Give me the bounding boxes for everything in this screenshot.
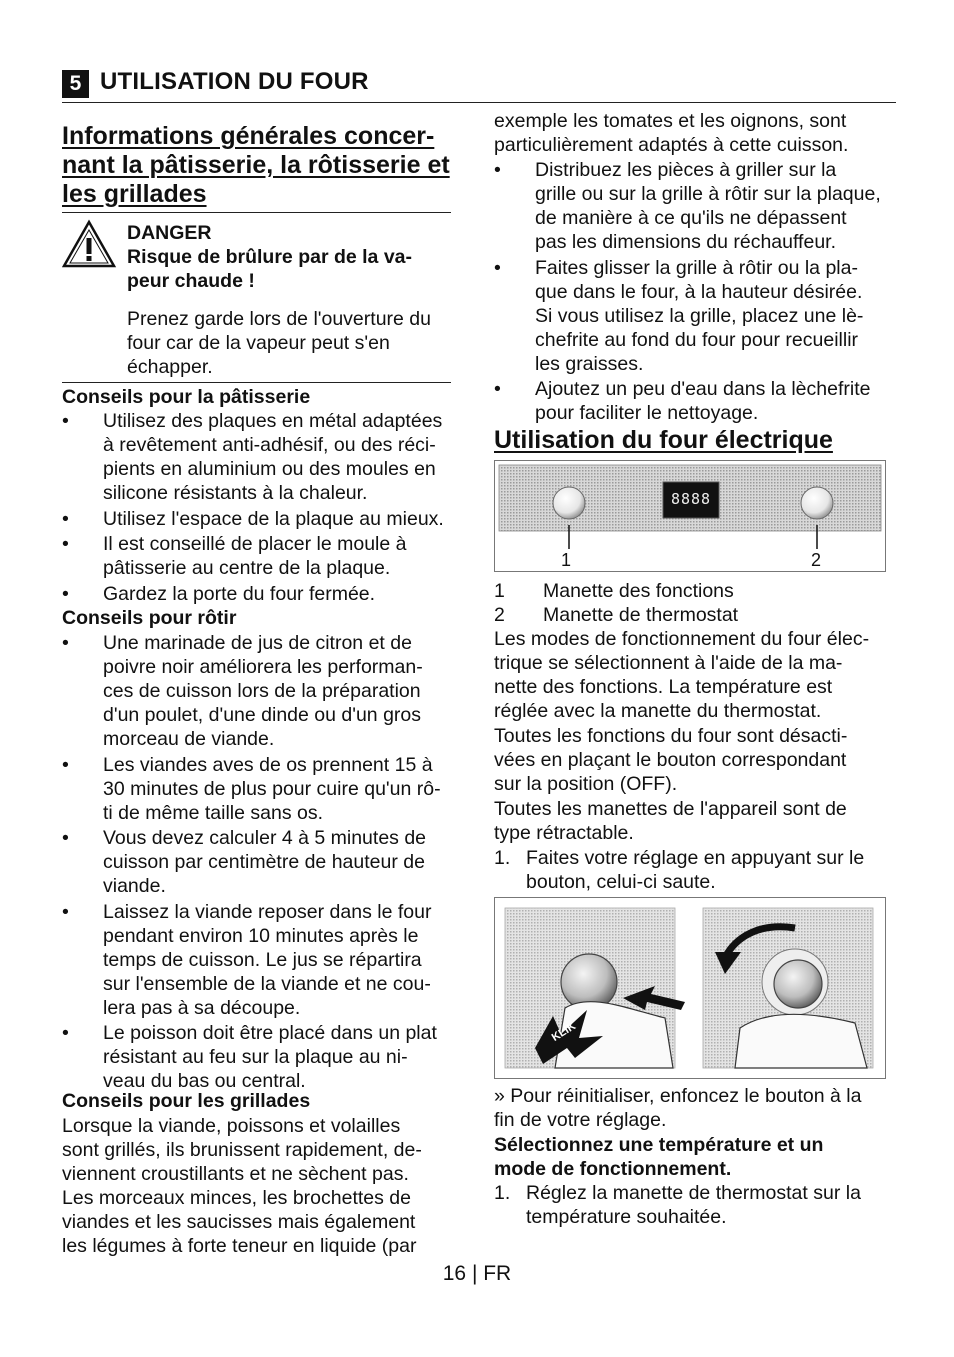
list-item: • Une marinade de jus de citron et de poivre noir améliorera les performan- ces de cuisson lors de la préparation d'un poulet, d'une dinde ou d'un gros morceau de viande. (62, 632, 423, 750)
danger-text: Prenez garde lors de l'ouverture du four car de la vapeur peut s'en échapper. (127, 308, 431, 378)
list-item: 1. Faites votre réglage en appuyant sur le bouton, celui-ci saute. (494, 847, 865, 893)
roast-heading: Conseils pour rôtir (62, 607, 237, 629)
list-item: • Utilisez l'espace de la plaque au mieux. (62, 507, 444, 530)
select-heading: Sélectionnez une température et un mode de fonctionnement. (494, 1134, 824, 1180)
callout-1: 1 (561, 550, 572, 570)
roast-list (62, 631, 472, 1095)
step-list (494, 846, 914, 894)
pastry-heading: Conseils pour la pâtisserie (62, 386, 311, 408)
control-panel-figure (494, 460, 886, 572)
pastry-list (62, 409, 472, 607)
legend-item: 1 Manette des fonctions (494, 580, 734, 602)
oven-display: 8888 (670, 490, 712, 508)
list-item: • Distribuez les pièces à griller sur la grille ou sur la grille à rôtir sur la plaque, de manière à ce qu'ils ne dépassent pas les dimensions du réchauffeur. (494, 159, 881, 253)
chapter-header (62, 66, 896, 103)
knob-press-figure (494, 897, 886, 1079)
grill-text: Lorsque la viande, poissons et volailles sont grillés, ils brunissent rapidement, de- viennent croustillants et ne sèchent pas. Les morceaux minces, les brochettes de viandes et les saucisses mais également les légumes à forte teneur en liquide (par (62, 1115, 422, 1257)
electric-oven-heading: Utilisation du four électrique (494, 426, 833, 454)
continuation-text: exemple les tomates et les oignons, sont particulièrement adaptés à cette cuisson. (494, 110, 849, 156)
list-item: 1. Réglez la manette de thermostat sur la température souhaitée. (494, 1182, 861, 1228)
klik-label: KLIK (549, 1020, 578, 1044)
warning-triangle-icon (62, 219, 118, 269)
chapter-number: 5 (62, 70, 89, 98)
callout-2: 2 (811, 550, 822, 570)
grill-list (494, 158, 914, 427)
danger-label: DANGER (127, 222, 212, 244)
list-item: • Il est conseillé de placer le moule à pâtisserie au centre de la plaque. (62, 533, 407, 579)
list-item: • Faites glisser la grille à rôtir ou la pla- que dans le four, à la hauteur désirée. Si vous utilisez la grille, placez une lè- chefrite au fond du four pour recueillir les graisses. (494, 256, 864, 375)
reset-note: » Pour réinitialiser, enfoncez le bouton à la fin de votre réglage. (494, 1085, 862, 1131)
legend-item: 2 Manette de thermostat (494, 604, 739, 626)
list-item: • Vous devez calculer 4 à 5 minutes de cuisson par centimètre de hauteur de viande. (62, 827, 427, 897)
danger-rule (62, 382, 451, 383)
paragraph-retractable: Toutes les manettes de l'appareil sont de type rétractable. (494, 798, 847, 844)
list-item: • Laissez la viande reposer dans le four pendant environ 10 minutes après le temps de cuisson. Le jus se répartira sur l'ensemble de la viande et ne cou- lera pas à sa découpe. (62, 900, 432, 1019)
danger-warning: Risque de brûlure par de la va- peur chaude ! (127, 246, 412, 292)
list-item: • Le poisson doit être placé dans un plat résistant au feu sur la plaque au ni- veau du bas ou central. (62, 1022, 437, 1092)
list-item: • Ajoutez un peu d'eau dans la lèchefrite pour faciliter le nettoyage. (494, 378, 871, 424)
list-item: • Utilisez des plaques en métal adaptées à revêtement anti-adhésif, ou des réci- pients en aluminium ou des moules en silicone résistants à la chaleur. (62, 410, 443, 504)
list-item: • Les viandes aves de os prennent 15 à 30 minutes de plus pour cuire qu'un rô- ti de même taille sans os. (62, 753, 441, 824)
section-heading-general: Informations générales concer- nant la pâtisserie, la rôtisserie et les grillades (62, 122, 450, 208)
grill-heading: Conseils pour les grillades (62, 1090, 311, 1112)
paragraph-modes: Les modes de fonctionnement du four élec- trique se sélectionnent à l'aide de la ma- nette des fonctions. La température est réglée avec la manette du thermostat. (494, 628, 870, 722)
paragraph-off: Toutes les fonctions du four sont désacti- vées en plaçant le bouton correspondant sur la position (OFF). (494, 725, 848, 795)
page-footer: 16 | FR (442, 1262, 512, 1285)
step-list-2 (494, 1181, 914, 1229)
heading-rule (62, 212, 451, 213)
chapter-title: UTILISATION DU FOUR (100, 68, 369, 95)
list-item: • Gardez la porte du four fermée. (62, 582, 376, 605)
figure-legend (494, 579, 894, 627)
